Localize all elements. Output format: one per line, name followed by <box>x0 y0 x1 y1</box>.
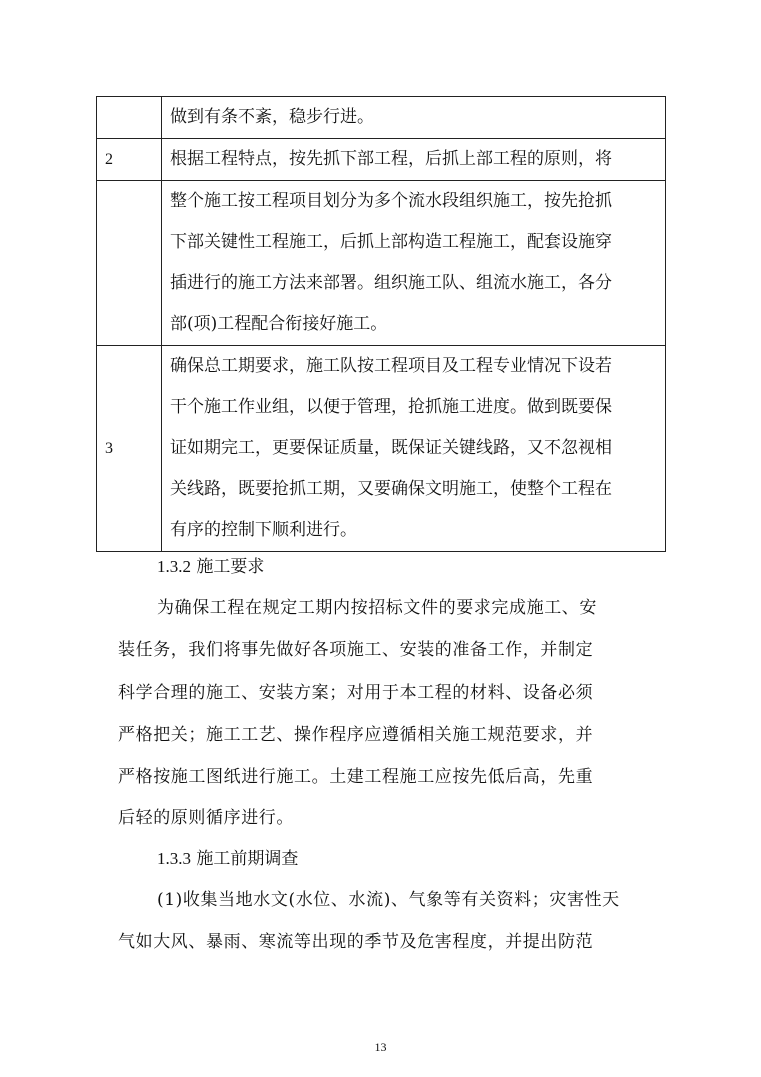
section-number: 1.3.3 <box>157 849 191 868</box>
section-title: 施工要求 <box>196 557 265 577</box>
cell-line: 下部关键性工程施工，后抓上部构造工程施工，配套设施穿 <box>170 232 612 252</box>
row-text-cell <box>162 346 666 552</box>
row-number-cell: 3 <box>97 346 162 552</box>
row-number-cell <box>97 181 162 346</box>
cell-line: 证如期完工，更要保证质量，既保证关键线路，又不忽视相 <box>170 438 612 458</box>
table-row <box>97 181 666 346</box>
section-title: 施工前期调查 <box>196 849 299 869</box>
row-number-cell: 2 <box>97 139 162 181</box>
cell-line: 干个施工作业组，以便于管理，抢抓施工进度。做到既要保 <box>170 397 612 417</box>
schedule-table <box>96 96 666 552</box>
page-number: 13 <box>374 1040 387 1054</box>
section-number: 1.3.2 <box>157 557 191 576</box>
paragraph-line: 为确保工程在规定工期内按招标文件的要求完成施工、安 <box>157 598 597 618</box>
row-text-cell <box>162 139 666 181</box>
section-heading-1-3-3 <box>157 849 298 869</box>
row-text-cell <box>162 181 666 346</box>
paragraph-line: 气如大风、暴雨、寒流等出现的季节及危害程度，并提出防范 <box>118 932 594 952</box>
paragraph-line: 严格按施工图纸进行施工。土建工程施工应按先低后高，先重 <box>118 767 594 787</box>
cell-line: 插进行的施工方法来部署。组织施工队、组流水施工，各分 <box>170 273 612 293</box>
section-heading-1-3-2 <box>157 557 264 577</box>
paragraph-line: 后轻的原则循序进行。 <box>118 808 294 828</box>
row-text-cell <box>162 97 666 139</box>
table-row <box>97 139 666 181</box>
paragraph-line: 严格把关；施工工艺、操作程序应遵循相关施工规范要求，并 <box>118 725 594 745</box>
cell-line: 根据工程特点，按先抓下部工程，后抓上部工程的原则，将 <box>170 149 612 169</box>
row-number-cell <box>97 97 162 139</box>
table-row <box>97 346 666 552</box>
table-row <box>97 97 666 139</box>
paragraph-line: 科学合理的施工、安装方案；对用于本工程的材料、设备必须 <box>118 683 594 703</box>
cell-line: 确保总工期要求，施工队按工程项目及工程专业情况下设若 <box>170 356 612 376</box>
cell-line: 关线路，既要抢抓工期，又要确保文明施工，使整个工程在 <box>170 479 612 499</box>
cell-line: 整个施工按工程项目划分为多个流水段组织施工，按先抢抓 <box>170 191 612 211</box>
cell-line: 有序的控制下顺利进行。 <box>170 520 357 540</box>
cell-line: 部(项)工程配合衔接好施工。 <box>170 314 388 334</box>
paragraph-line: (1)收集当地水文(水位、水流)、气象等有关资料；灾害性天 <box>157 890 620 910</box>
paragraph-line: 装任务，我们将事先做好各项施工、安装的准备工作，并制定 <box>118 640 594 660</box>
cell-line: 做到有条不紊，稳步行进。 <box>170 107 374 127</box>
